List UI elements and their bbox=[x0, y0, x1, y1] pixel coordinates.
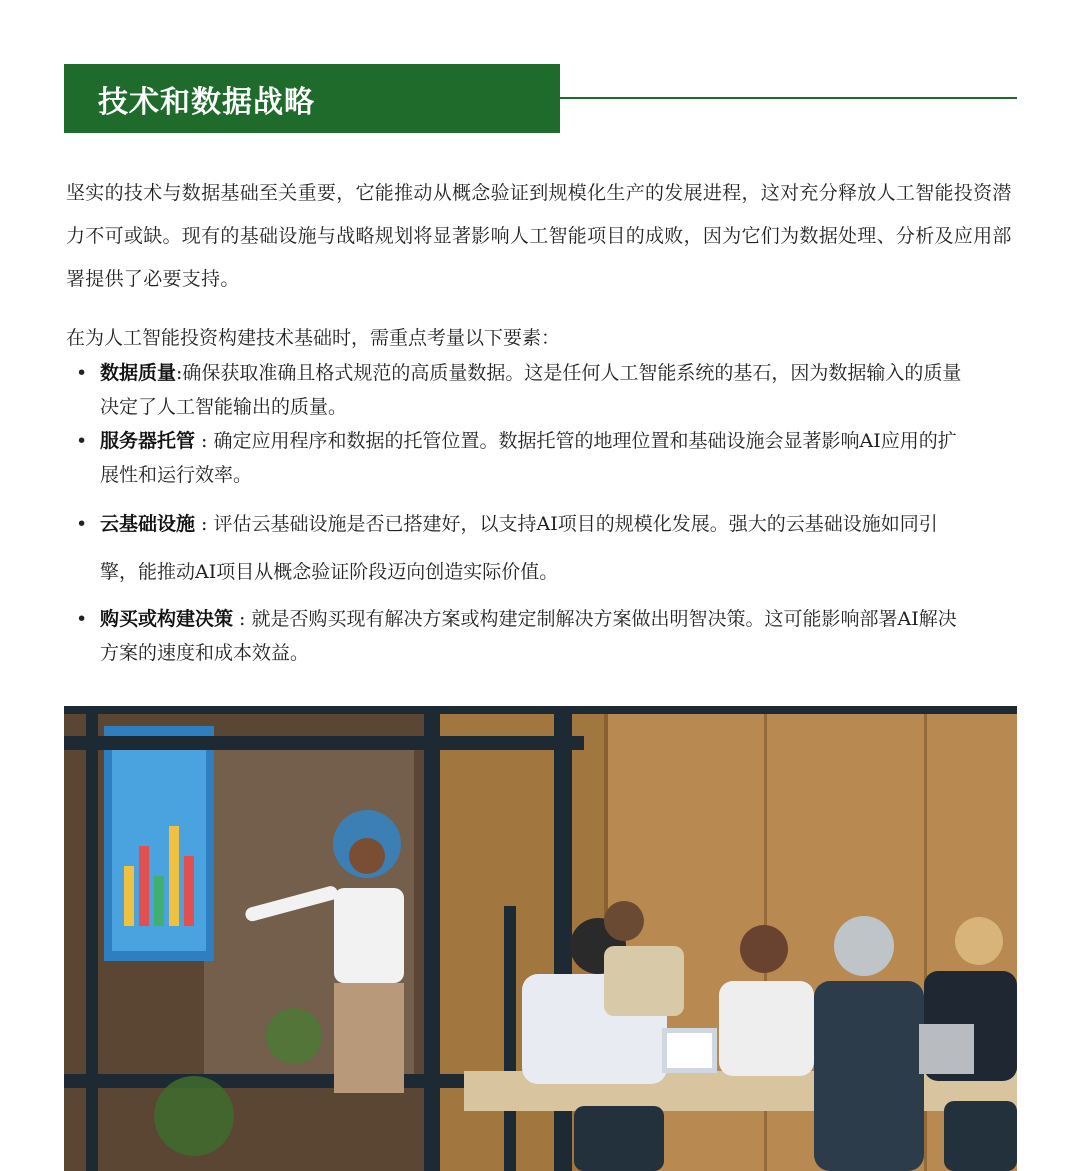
list-item-term: 云基础设施 bbox=[100, 513, 196, 535]
list-item-sep: : bbox=[195, 430, 208, 452]
list-item-text: 确定应用程序和数据的托管位置。数据托管的地理位置和基础设施会显著影响AI应用的扩展性和运行效率。 bbox=[100, 430, 957, 486]
list-item-cloud-infrastructure bbox=[70, 500, 970, 596]
section-title: 技术和数据战略 bbox=[98, 84, 315, 120]
list-item-term: 数据质量 bbox=[100, 362, 177, 384]
list-item-server-hosting bbox=[70, 424, 970, 492]
list-item-data-quality bbox=[70, 356, 970, 424]
bullet-dot: • bbox=[76, 430, 88, 452]
list-item-sep: : bbox=[233, 608, 246, 630]
meeting-photo-illustration bbox=[64, 706, 1017, 1171]
list-item-text: 确保获取准确且格式规范的高质量数据。这是任何人工智能系统的基石，因为数据输入的质量决定了人工智能输出的质量。 bbox=[100, 362, 962, 418]
meeting-photo bbox=[64, 706, 1017, 1171]
intro-paragraph: 坚实的技术与数据基础至关重要，它能推动从概念验证到规模化生产的发展进程，这对充分释放人工智能投资潜力不可或缺。现有的基础设施与战略规划将显著影响人工智能项目的成败，因为它们为数据处理、分析及应用部署提供了必要支持。 bbox=[66, 182, 1012, 290]
title-divider bbox=[560, 97, 1017, 99]
section-title-band bbox=[64, 64, 560, 133]
list-item-text: 评估云基础设施是否已搭建好，以支持AI项目的规模化发展。强大的云基础设施如同引擎，能推动AI项目从概念验证阶段迈向创造实际价值。 bbox=[100, 513, 938, 583]
list-item-sep: : bbox=[176, 362, 183, 384]
considerations-lead: 在为人工智能投资构建技术基础时，需重点考量以下要素： bbox=[66, 327, 561, 349]
bullet-dot: • bbox=[76, 608, 88, 630]
list-item-text: 就是否购买现有解决方案或构建定制解决方案做出明智决策。这可能影响部署AI解决方案的速度和成本效益。 bbox=[100, 608, 957, 664]
list-item-sep: : bbox=[195, 513, 208, 535]
bullet-dot: • bbox=[76, 362, 88, 384]
considerations-list bbox=[70, 356, 970, 670]
bullet-dot: • bbox=[76, 513, 88, 535]
list-item-term: 服务器托管 bbox=[100, 430, 196, 452]
list-item-buy-or-build bbox=[70, 602, 970, 670]
list-item-term: 购买或构建决策 bbox=[100, 608, 234, 630]
